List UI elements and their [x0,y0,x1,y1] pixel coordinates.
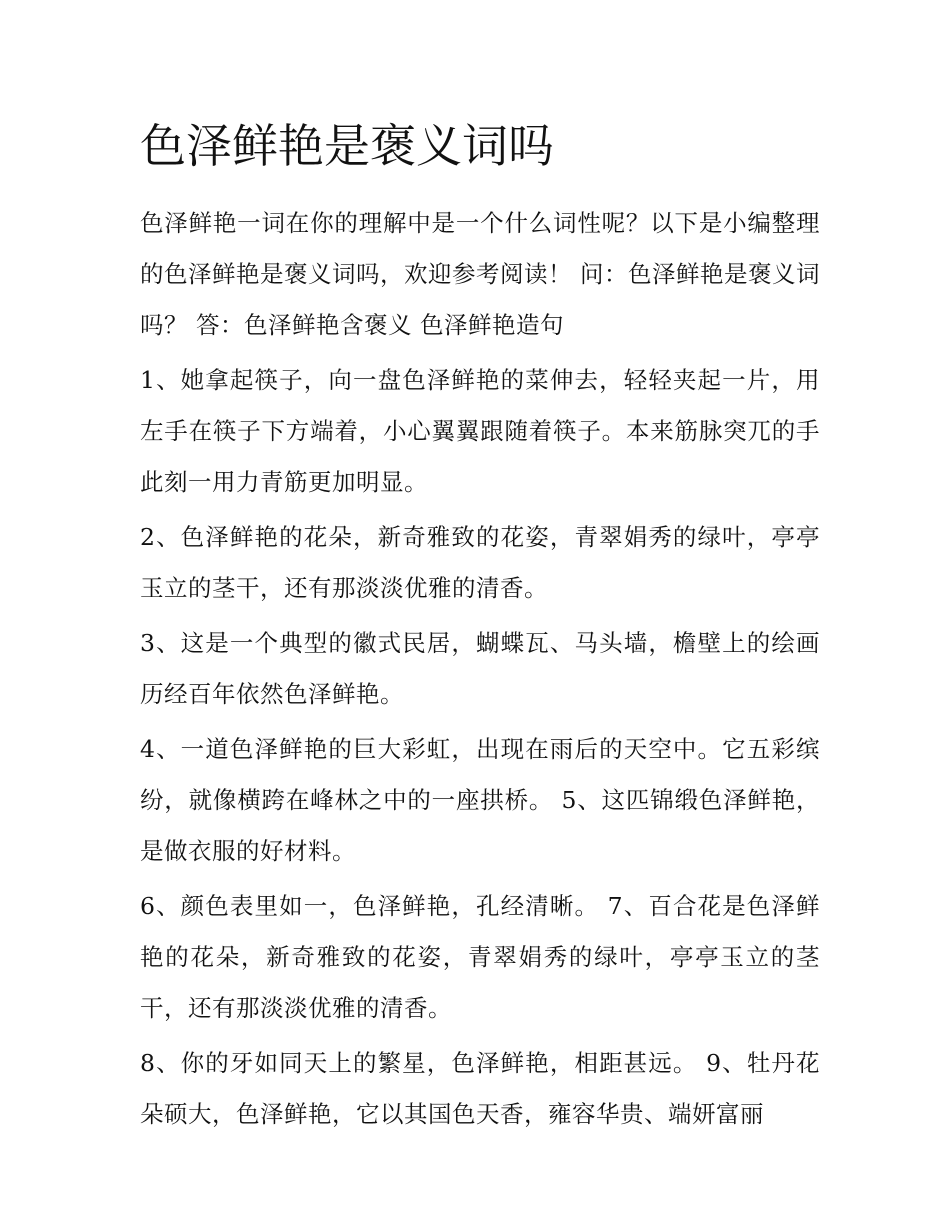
paragraph-example-3: 3、这是一个典型的徽式民居，蝴蝶瓦、马头墙，檐壁上的绘画历经百年依然色泽鲜艳。 [140,629,820,708]
paragraph-example-1: 1、她拿起筷子，向一盘色泽鲜艳的菜伸去，轻轻夹起一片，用左手在筷子下方端着，小心翼翼跟随着筷子。本来筋脉突兀的手此刻一用力青筋更加明显。 [140,366,820,496]
document-body [140,198,820,1144]
document-title: 色泽鲜艳是褒义词吗 [140,119,554,173]
paragraph-intro: 色泽鲜艳一词在你的理解中是一个什么词性呢？以下是小编整理的色泽鲜艳是褒义词吗，欢迎参考阅读！ 问：色泽鲜艳是褒义词吗？ 答：色泽鲜艳含褒义 色泽鲜艳造句 [140,209,820,339]
paragraph-example-6-7: 6、颜色表里如一，色泽鲜艳，孔经清晰。 7、百合花是色泽鲜艳的花朵，新奇雅致的花姿，青翠娟秀的绿叶，亭亭玉立的茎干，还有那淡淡优雅的清香。 [140,892,820,1022]
paragraph-example-2: 2、色泽鲜艳的花朵，新奇雅致的花姿，青翠娟秀的绿叶，亭亭玉立的茎干，还有那淡淡优雅的清香。 [140,523,820,602]
paragraph-example-4-5: 4、一道色泽鲜艳的巨大彩虹，出现在雨后的天空中。它五彩缤纷，就像横跨在峰林之中的一座拱桥。 5、这匹锦缎色泽鲜艳，是做衣服的好材料。 [140,735,820,865]
paragraph-example-8-9: 8、你的牙如同天上的繁星，色泽鲜艳，相距甚远。 9、牡丹花朵硕大，色泽鲜艳，它以其国色天香，雍容华贵、端妍富丽 [140,1049,820,1128]
